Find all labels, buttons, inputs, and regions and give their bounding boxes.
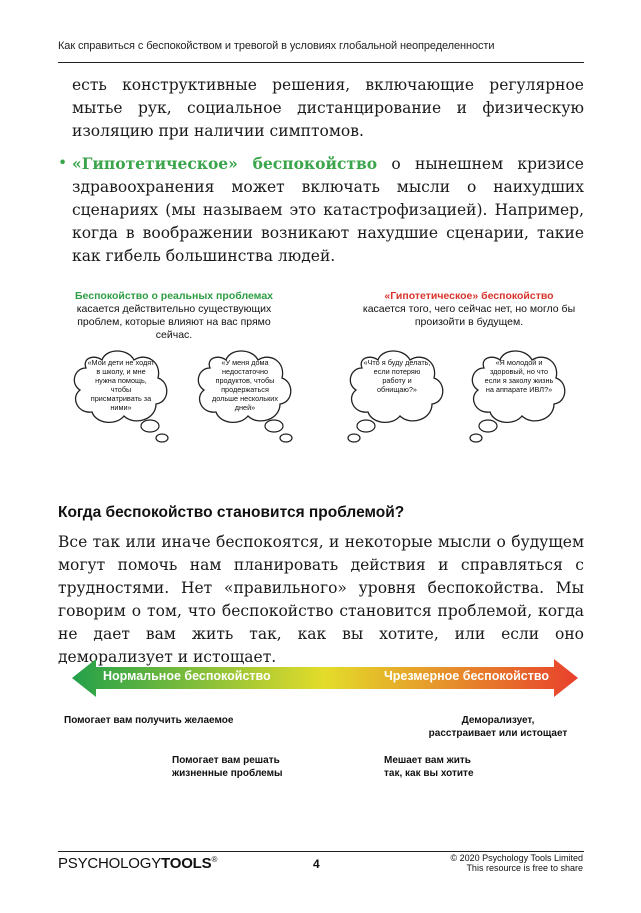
- hypothetical-worry-title: «Гипотетическое» беспокойство: [384, 290, 554, 302]
- hypothetical-worry-subtitle: касается того, чего сейчас нет, но могло бы произойти в будущем.: [362, 303, 576, 328]
- spectrum-note: Помогает вам получить желаемое: [64, 715, 234, 726]
- thought-cloud-icon: [462, 338, 574, 458]
- spectrum-note: Мешает вам жить так, как вы хотите: [384, 755, 474, 779]
- copyright: [450, 853, 583, 873]
- running-header: Как справиться с беспокойством и тревогой в условиях глобальной неопределенности: [58, 40, 495, 52]
- spectrum-note: Деморализует, расстраивает или истощает: [428, 715, 568, 739]
- bubble-text: «Я молодой и здоровый, но что если я заколу жизнь на аппарате ИВЛ?»: [484, 358, 554, 394]
- copyright-line: © 2020 Psychology Tools Limited: [450, 853, 583, 863]
- real-worry-subtitle: касается действительно существующих проблем, которые влияют на вас прямо сейчас.: [76, 303, 272, 341]
- section-paragraph: Все так или иначе беспокоятся, и некоторые мысли о будущем могут помочь нам планировать действия и справляться с трудностями. Нет «правильного» уровня беспокойства. Мы говорим о том, что беспокойство становится проблемой, когда не дает вам жить так, как вы хотите, или если оно деморализует и истощает.: [58, 533, 584, 666]
- hypothetical-worry-heading: [353, 290, 585, 329]
- header-divider: [58, 62, 584, 63]
- real-worry-title: Беспокойство о реальных проблемах: [74, 290, 273, 302]
- thought-cloud-icon: [340, 338, 452, 458]
- thought-bubble: [340, 338, 452, 458]
- thought-bubble: [64, 338, 176, 458]
- bullet-marker: •: [58, 154, 68, 172]
- section-title: Когда беспокойство становится проблемой?: [58, 504, 405, 521]
- normal-worry-label: Нормальное беспокойство: [103, 669, 271, 683]
- bullet-hypothetical-worry: [58, 152, 584, 268]
- bubble-text: «У меня дома недостаточно продуктов, чтобы продержаться дольше нескольких дней»: [211, 358, 279, 412]
- footer-divider: [58, 851, 584, 852]
- bubble-text: «Что я буду делать, если потеряю работу и обнищаю?»: [363, 358, 431, 394]
- spectrum-note: Помогает вам решать жизненные проблемы: [172, 755, 283, 779]
- worry-spectrum-arrow: [72, 658, 578, 698]
- bullet-term: «Гипотетическое» беспокойство: [72, 154, 378, 173]
- real-worry-heading: [58, 290, 290, 342]
- psychology-tools-logo: PSYCHOLOGYTOOLS®: [58, 855, 218, 872]
- page-number: 4: [313, 857, 320, 871]
- share-note: This resource is free to share: [466, 863, 583, 873]
- bullet-text: о нынешнем кризисе здравоохранения может включать мысли о наихудших сценариях (мы называем это катастрофизацией). Например, когда в воображении возникают нахудшие сценарии, такие как гибель большинства людей.: [72, 155, 584, 265]
- bubble-text: «Мои дети не ходят в школу, и мне нужна помощь, чтобы присматривать за ними»: [87, 358, 155, 412]
- thought-bubble: [462, 338, 574, 458]
- paragraph-continuation: есть конструктивные решения, включающие регулярное мытье рук, социальное дистанцирование и физическую изоляцию при наличии симптомов.: [72, 76, 584, 140]
- excessive-worry-label: Чрезмерное беспокойство: [384, 669, 550, 683]
- thought-bubble: [188, 338, 300, 458]
